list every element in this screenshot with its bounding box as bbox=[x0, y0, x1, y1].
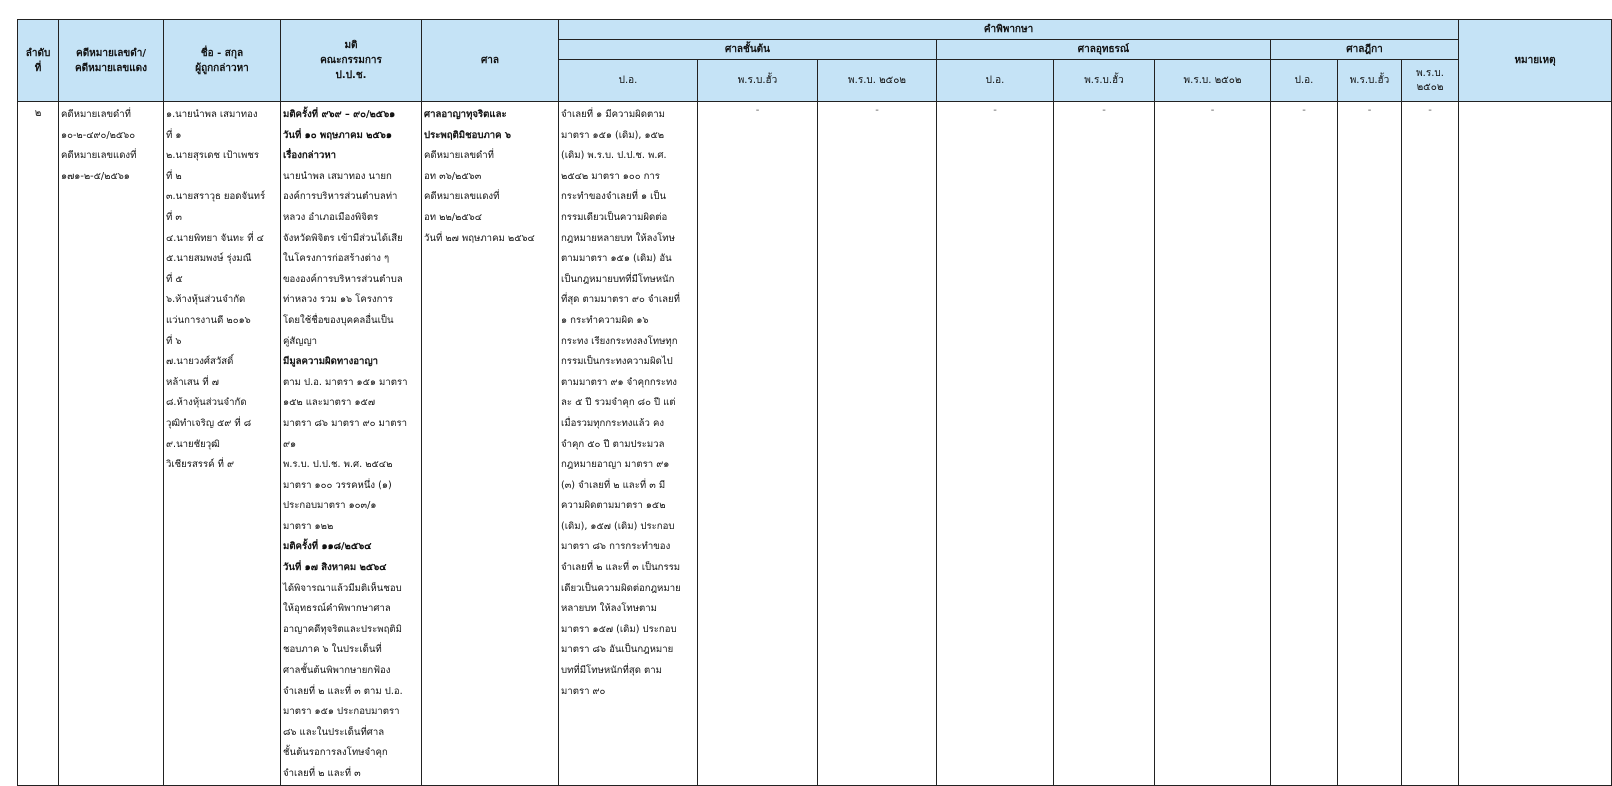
row-appeal-act-new: - bbox=[1054, 102, 1155, 786]
resolution-line: ชั้นต้นรอการลงโทษจำคุก bbox=[283, 747, 388, 759]
judgment-line: เป็นกฎหมายบทที่มีโทษหนัก bbox=[561, 273, 675, 285]
judgment-line: บทที่มีโทษหนักที่สุด ตาม bbox=[561, 665, 662, 677]
resolution-line: มติครั้งที่ ๙๖๙ – ๙๐/๒๕๖๑ bbox=[283, 109, 396, 120]
header-supreme-criminal: ป.อ. bbox=[1271, 60, 1338, 102]
resolution-line: คู่สัญญา bbox=[283, 335, 318, 347]
judgment-line: เดียวเป็นความผิดต่อกฎหมาย bbox=[561, 582, 681, 594]
resolution-line: ๑๕๒ และมาตรา ๑๕๗ bbox=[283, 397, 376, 409]
row-supreme-criminal: - bbox=[1271, 102, 1338, 786]
resolution-line: มีมูลความผิดทางอาญา bbox=[283, 356, 379, 368]
row-resolution bbox=[281, 102, 422, 786]
header-supreme-act-2502: พ.ร.บ. ๒๕๐๒ bbox=[1402, 60, 1459, 102]
accused-line: ๕.นายสมพงษ์ รุ่งมณี bbox=[166, 253, 252, 265]
row-first-court-act-new: - bbox=[698, 102, 818, 786]
judgment-line: กระทำของจำเลยที่ ๑ เป็น bbox=[561, 191, 667, 203]
resolution-line: อาญาคดีทุจริตและประพฤติมิ bbox=[283, 623, 402, 635]
row-remark bbox=[1459, 102, 1612, 786]
case-no-line: คดีหมายเลขแดงที่ bbox=[61, 150, 137, 162]
judgment-line: หลายบท ให้ลงโทษตาม bbox=[561, 603, 657, 615]
header-supreme-act-new: พ.ร.บ.ฮั้ว bbox=[1338, 60, 1402, 102]
accused-line: ๓.นายสราวุธ ยอดจันทร์ bbox=[166, 191, 266, 203]
accused-line: ๒.นายสุรเดช เป้าเพชร bbox=[166, 150, 260, 162]
judgment-line: (เดิม) พ.ร.บ. ป.ป.ช. พ.ศ. bbox=[561, 150, 667, 162]
resolution-line: จำเลยที่ ๒ และที่ ๓ ตาม ป.อ. bbox=[283, 685, 403, 697]
resolution-line: ศาลชั้นต้นพิพากษายกฟ้อง bbox=[283, 665, 391, 677]
resolution-line: วันที่ ๑๗ สิงหาคม ๒๕๖๔ bbox=[283, 562, 387, 574]
resolution-line: มาตรา ๑๕๑ ประกอบมาตรา bbox=[283, 706, 400, 718]
accused-line: ที่ ๕ bbox=[166, 273, 183, 285]
judgment-line: มาตรา ๘๖ อันเป็นกฎหมาย bbox=[561, 644, 674, 656]
judgment-line: ละ ๕ ปี รวมจำคุก ๘๐ ปี แต่ bbox=[561, 397, 676, 409]
judgment-line: มาตรา ๑๕๗ (เดิม) ประกอบ bbox=[561, 623, 677, 635]
resolution-line: ในโครงการก่อสร้างต่าง ๆ bbox=[283, 253, 390, 265]
header-supreme-court: ศาลฎีกา bbox=[1271, 40, 1459, 60]
court-line: ประพฤติมิชอบภาค ๖ bbox=[424, 129, 512, 141]
resolution-line: มาตรา ๘๖ มาตรา ๙๐ มาตรา bbox=[283, 417, 408, 429]
header-resolution: มติ คณะกรรมการ ป.ป.ช. bbox=[281, 20, 422, 102]
resolution-line: โดยใช้ชื่อของบุคคลอื่นเป็น bbox=[283, 314, 394, 326]
resolution-line: ท่าหลวง รวม ๑๖ โครงการ bbox=[283, 294, 393, 306]
judgment-line: กฎหมายหลายบท ให้ลงโทษ bbox=[561, 232, 675, 244]
accused-line: ๖.ห้างหุ้นส่วนจำกัด bbox=[166, 294, 246, 306]
resolution-line: มติครั้งที่ ๑๑๘/๒๕๖๔ bbox=[283, 541, 372, 553]
resolution-line: ขององค์การบริหารส่วนตำบล bbox=[283, 273, 403, 285]
row-supreme-act-2502: - bbox=[1402, 102, 1459, 786]
resolution-line: หลวง อำเภอเมืองพิจิตร bbox=[283, 211, 379, 223]
row-appeal-act-2502: - bbox=[1155, 102, 1271, 786]
case-no-line: คดีหมายเลขดำที่ bbox=[61, 109, 131, 120]
header-appeal-criminal: ป.อ. bbox=[937, 60, 1054, 102]
resolution-line: มาตรา ๑๐๐ วรรคหนึ่ง (๑) bbox=[283, 479, 392, 491]
resolution-line: ๘๖ และในประเด็นที่ศาล bbox=[283, 726, 385, 738]
judgment-line: กรรมเดียวเป็นความผิดต่อ bbox=[561, 211, 668, 223]
judgment-line: ความผิดตามมาตรา ๑๕๒ bbox=[561, 500, 666, 512]
accused-line: วิเชียรสรรค์ ที่ ๙ bbox=[166, 459, 234, 471]
accused-line: ที่ ๒ bbox=[166, 170, 182, 182]
resolution-line: ตาม ป.อ. มาตรา ๑๕๑ มาตรา bbox=[283, 376, 408, 388]
accused-line: ที่ ๓ bbox=[166, 211, 182, 223]
court-line: อท ๓๖/๒๕๖๓ bbox=[424, 170, 482, 182]
accused-line: ๔.นายพิทยา จันทะ ที่ ๔ bbox=[166, 232, 264, 244]
header-first-criminal: ป.อ. bbox=[559, 60, 698, 102]
judgment-line: ตามมาตรา ๑๕๑ (เดิม) อัน bbox=[561, 253, 672, 265]
judgment-line: มาตรา ๘๖ การกระทำของ bbox=[561, 541, 671, 553]
resolution-line: นายนำพล เสมาทอง นายก bbox=[283, 170, 392, 182]
header-remark: หมายเหตุ bbox=[1459, 20, 1612, 102]
court-line: คดีหมายเลขดำที่ bbox=[424, 150, 494, 162]
row-first-court-act-2502: - bbox=[818, 102, 937, 786]
resolution-line: เรื่องกล่าวหา bbox=[283, 150, 337, 162]
judgment-line: จำเลยที่ ๑ มีความผิดตาม bbox=[561, 109, 665, 120]
accused-line: ที่ ๖ bbox=[166, 335, 182, 347]
resolution-line: วันที่ ๑๐ พฤษภาคม ๒๕๖๑ bbox=[283, 129, 392, 141]
accused-line: วุฒิทำเจริญ ๕๙ ที่ ๘ bbox=[166, 417, 252, 429]
row-seq: ๒ bbox=[18, 102, 59, 786]
judgment-line: กฎหมายอาญา มาตรา ๙๑ bbox=[561, 459, 670, 471]
header-case-no: คดีหมายเลขดำ/ คดีหมายเลขแดง bbox=[59, 20, 164, 102]
resolution-line: ประกอบมาตรา ๑๐๓/๑ bbox=[283, 500, 377, 512]
resolution-line: องค์การบริหารส่วนตำบลท่า bbox=[283, 191, 398, 203]
row-court bbox=[422, 102, 559, 786]
resolution-line: ชอบภาค ๖ ในประเด็นที่ bbox=[283, 644, 382, 656]
row-case-no bbox=[59, 102, 164, 786]
judgment-line: มาตรา ๑๕๑ (เดิม), ๑๕๒ bbox=[561, 129, 665, 141]
judgment-line: ๑ กระทำความผิด ๑๖ bbox=[561, 314, 649, 326]
case-no-line: ๑๐-๒-๔๙๐/๒๕๖๐ bbox=[61, 129, 136, 141]
judgment-line: มาตรา ๙๐ bbox=[561, 685, 606, 697]
accused-line: ๘.ห้างหุ้นส่วนจำกัด bbox=[166, 397, 247, 409]
header-appeal-act-new: พ.ร.บ.ฮั้ว bbox=[1054, 60, 1155, 102]
accused-line: แว่นการงานดี ๒๐๑๖ bbox=[166, 314, 251, 326]
accused-line: หล้าเสน ที่ ๗ bbox=[166, 376, 219, 388]
header-appeal-act-2502: พ.ร.บ. ๒๕๐๒ bbox=[1155, 60, 1271, 102]
judgment-line: ที่สุด ตามมาตรา ๙๐ จำเลยที่ bbox=[561, 294, 680, 306]
resolution-line: จำเลยที่ ๒ และที่ ๓ bbox=[283, 768, 361, 779]
judgment-line: กรรมเป็นกระทงความผิดไป bbox=[561, 356, 673, 368]
judgment-line: (๓) จำเลยที่ ๒ และที่ ๓ มี bbox=[561, 479, 666, 491]
header-judgment: คำพิพากษา bbox=[559, 20, 1459, 40]
resolution-line: จังหวัดพิจิตร เข้ามีส่วนได้เสีย bbox=[283, 232, 403, 244]
judgment-line: (เดิม), ๑๕๗ (เดิม) ประกอบ bbox=[561, 520, 675, 532]
judgment-line: เมื่อรวมทุกกระทงแล้ว คง bbox=[561, 417, 665, 429]
judgment-line: จำเลยที่ ๒ และที่ ๓ เป็นกรรม bbox=[561, 562, 681, 574]
resolution-line: มาตรา ๑๒๒ bbox=[283, 520, 334, 532]
judgment-line: ๒๕๔๒ มาตรา ๑๐๐ การ bbox=[561, 170, 660, 182]
row-supreme-act-new: - bbox=[1338, 102, 1402, 786]
judgment-line: จำคุก ๕๐ ปี ตามประมวล bbox=[561, 438, 665, 450]
header-first-act-2502: พ.ร.บ. ๒๕๐๒ bbox=[818, 60, 937, 102]
court-line: วันที่ ๒๗ พฤษภาคม ๒๕๖๔ bbox=[424, 232, 535, 244]
accused-line: ๗.นายวงศ์สวัสดิ์ bbox=[166, 356, 234, 368]
header-first-court: ศาลชั้นต้น bbox=[559, 40, 937, 60]
judgment-table bbox=[17, 19, 1612, 786]
row-first-court-criminal bbox=[559, 102, 698, 786]
accused-line: ๙.นายชัยวุฒิ bbox=[166, 438, 220, 450]
header-name: ชื่อ - สกุล ผู้ถูกกล่าวหา bbox=[164, 20, 281, 102]
court-line: ศาลอาญาทุจริตและ bbox=[424, 109, 507, 120]
resolution-line: ให้อุทธรณ์คำพิพากษาศาล bbox=[283, 603, 391, 615]
table-row bbox=[18, 102, 1612, 786]
judgment-line: ตามมาตรา ๙๑ จำคุกกระทง bbox=[561, 376, 677, 388]
row-accused-names bbox=[164, 102, 281, 786]
header-appeal-court: ศาลอุทธรณ์ bbox=[937, 40, 1271, 60]
case-no-line: ๑๗๑-๒-๕/๒๕๖๑ bbox=[61, 170, 130, 182]
court-line: คดีหมายเลขแดงที่ bbox=[424, 191, 500, 203]
accused-line: ๑.นายนำพล เสมาทอง bbox=[166, 109, 258, 120]
court-line: อท ๒๒/๒๕๖๔ bbox=[424, 211, 482, 223]
header-first-act-new: พ.ร.บ.ฮั้ว bbox=[698, 60, 818, 102]
judgment-line: กระทง เรียงกระทงลงโทษทุก bbox=[561, 335, 678, 347]
resolution-line: พ.ร.บ. ป.ป.ช. พ.ศ. ๒๕๔๒ bbox=[283, 459, 393, 471]
header-seq: ลำดับ ที่ bbox=[18, 20, 59, 102]
header-court: ศาล bbox=[422, 20, 559, 102]
row-appeal-criminal: - bbox=[937, 102, 1054, 786]
accused-line: ที่ ๑ bbox=[166, 129, 182, 141]
resolution-line: ๙๑ bbox=[283, 438, 297, 450]
resolution-line: ได้พิจารณาแล้วมีมติเห็นชอบ bbox=[283, 582, 402, 594]
